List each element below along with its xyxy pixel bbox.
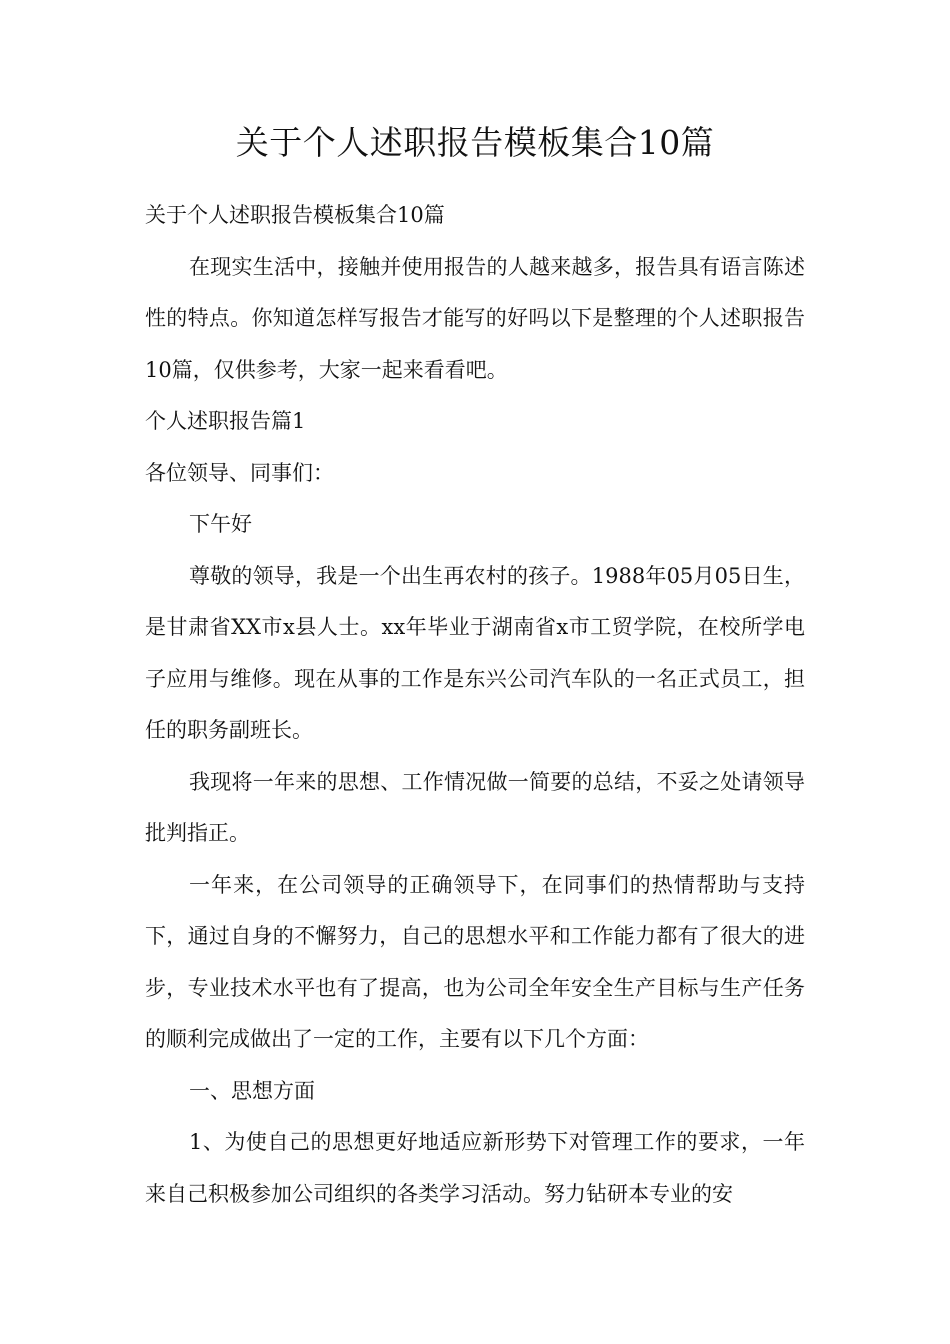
document-body: [145, 190, 805, 1220]
subsection-heading: 一、思想方面: [189, 1078, 315, 1103]
intro-paragraph: 在现实生活中，接触并使用报告的人越来越多，报告具有语言陈述性的特点。你知道怎样写报告才能写的好吗以下是整理的个人述职报告10篇，仅供参考，大家一起来看看吧。: [145, 254, 805, 382]
salutation-paragraph: 各位领导、同事们：: [145, 460, 334, 485]
document-title: 关于个人述职报告模板集合10篇: [235, 123, 715, 162]
greeting-paragraph: 下午好: [189, 512, 252, 536]
list-item-paragraph: 1、为使自己的思想更好地适应新形势下对管理工作的要求，一年来自己积极参加公司组织的各类学习活动。努力钻研本专业的安: [145, 1130, 805, 1206]
section-heading: 个人述职报告篇1: [145, 409, 306, 433]
self-introduction-paragraph: 尊敬的领导，我是一个出生再农村的孩子。1988年05月05日生，是甘肃省XX市x县人士。xx年毕业于湖南省x市工贸学院，在校所学电子应用与维修。现在从事的工作是东兴公司汽车队的一名正式员工，担任的职务副班长。: [145, 563, 805, 742]
summary-intro-paragraph: 我现将一年来的思想、工作情况做一简要的总结，不妥之处请领导批判指正。: [145, 769, 805, 845]
overview-paragraph: 一年来，在公司领导的正确领导下，在同事们的热情帮助与支持下，通过自身的不懈努力，自己的思想水平和工作能力都有了很大的进步，专业技术水平也有了提高，也为公司全年安全生产目标与生产任务的顺利完成做出了一定的工作，主要有以下几个方面：: [145, 872, 805, 1051]
subtitle-paragraph: 关于个人述职报告模板集合10篇: [145, 203, 445, 227]
